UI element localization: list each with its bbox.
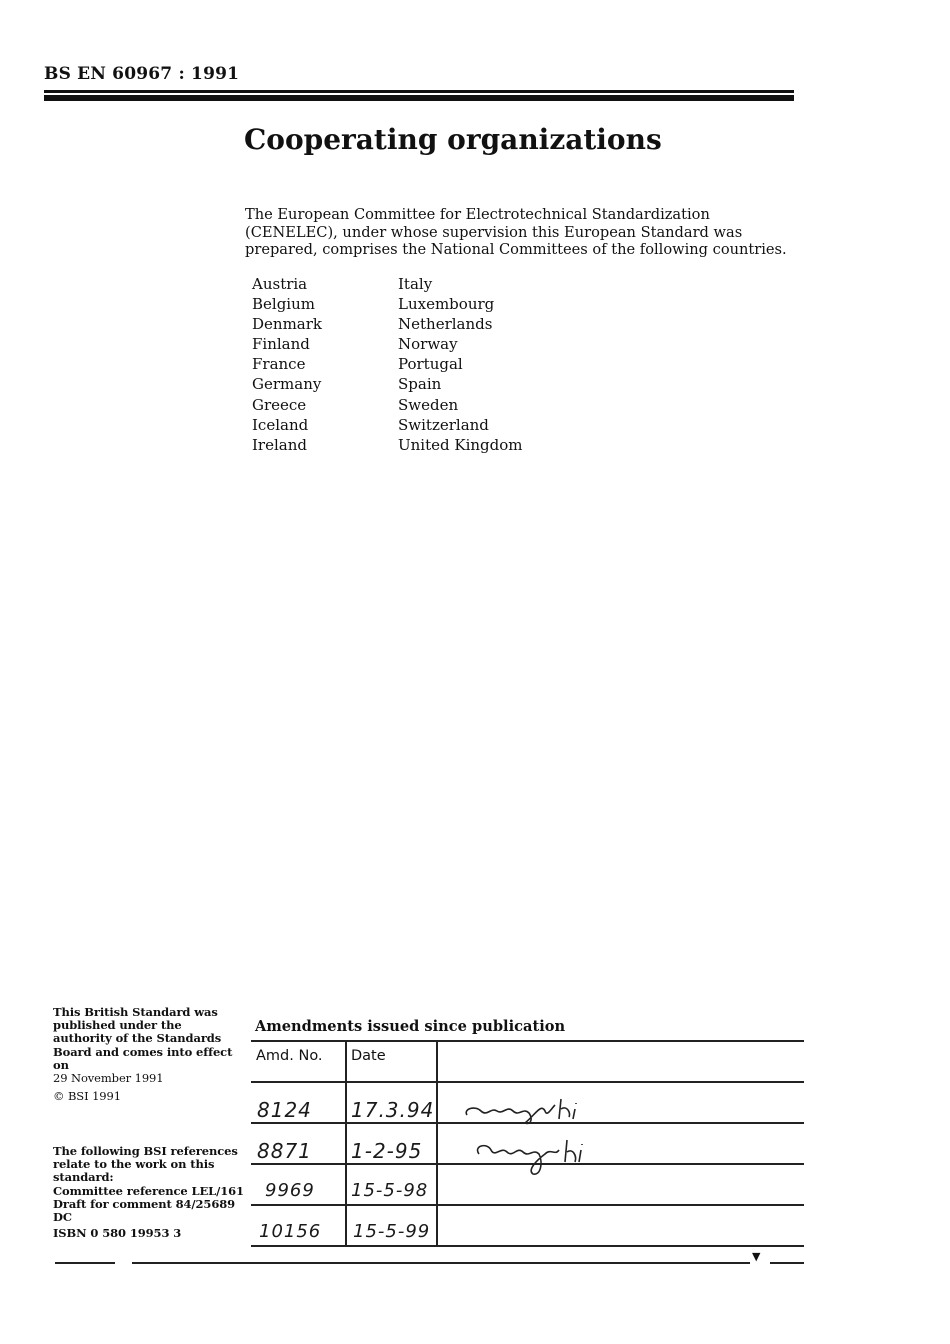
committee-reference: Committee reference LEL/161 — [53, 1183, 244, 1198]
copyright: © BSI 1991 — [53, 1089, 121, 1103]
amendment-date: 15-5-98 — [351, 1180, 429, 1201]
publication-authority — [53, 1006, 233, 1085]
country-item: Norway — [398, 335, 458, 354]
bottom-rule — [55, 1262, 115, 1264]
bottom-rule — [132, 1262, 750, 1264]
effective-date: 29 November 1991 — [53, 1071, 164, 1086]
date-header: Date — [351, 1048, 386, 1064]
amendment-number: 9969 — [265, 1180, 315, 1201]
country-item: United Kingdom — [398, 435, 523, 454]
country-item: Italy — [398, 275, 433, 293]
country-item: Netherlands — [398, 315, 493, 334]
header-rule-thick — [44, 95, 794, 101]
amendment-date: 1-2-95 — [351, 1139, 423, 1163]
country-item: Spain — [398, 375, 442, 394]
country-item: Sweden — [398, 395, 459, 414]
signature-image — [471, 1136, 611, 1180]
countries-right-list — [398, 274, 523, 455]
table-column-rule — [345, 1040, 347, 1246]
amendment-date: 15-5-99 — [353, 1221, 431, 1242]
isbn: ISBN 0 580 19953 3 — [53, 1226, 182, 1240]
bottom-rule — [770, 1262, 804, 1264]
amendment-date: 17.3.94 — [351, 1098, 435, 1122]
amendments-table — [251, 1040, 804, 1246]
draft-reference: Draft for comment 84/25689 DC — [53, 1196, 236, 1225]
country-item: France — [252, 355, 306, 374]
country-item: Greece — [252, 395, 307, 414]
country-item: Germany — [252, 375, 322, 394]
country-item: Belgium — [252, 295, 315, 314]
amd-no-header: Amd. No. — [256, 1048, 323, 1064]
amendment-number: 8871 — [257, 1139, 312, 1163]
country-item: Switzerland — [398, 415, 489, 434]
country-item: Finland — [252, 335, 310, 354]
table-rule — [251, 1204, 804, 1206]
country-item: Austria — [252, 275, 308, 293]
page-title: Cooperating organizations — [244, 123, 662, 156]
header-rule-thin — [44, 90, 794, 93]
amendment-number: 10156 — [259, 1221, 322, 1242]
authority-text: This British Standard was published under the authority of the Standards Board and comes into effect on — [53, 1005, 233, 1072]
table-rule — [251, 1245, 804, 1247]
countries-left-list — [252, 274, 322, 455]
table-rule — [251, 1081, 804, 1083]
document-reference: BS EN 60967 : 1991 — [44, 64, 240, 84]
country-item: Iceland — [252, 415, 309, 434]
bsi-references — [53, 1145, 253, 1224]
amendments-title: Amendments issued since publication — [255, 1018, 566, 1035]
country-item: Denmark — [252, 315, 322, 334]
signature-image — [461, 1095, 601, 1129]
country-item: Ireland — [252, 435, 307, 454]
table-rule — [251, 1040, 804, 1042]
refs-intro: The following BSI references relate to the work on this standard: — [53, 1144, 238, 1185]
arrow-icon: ▼ — [752, 1250, 761, 1263]
table-column-rule — [436, 1040, 438, 1246]
country-item: Luxembourg — [398, 295, 495, 314]
country-item: Portugal — [398, 355, 463, 374]
amendment-number: 8124 — [257, 1098, 312, 1122]
intro-paragraph: The European Committee for Electrotechnical Standardization (CENELEC), under whose supervision this European Standard was prepared, comprises the National Committees of the following countries. — [245, 206, 787, 258]
